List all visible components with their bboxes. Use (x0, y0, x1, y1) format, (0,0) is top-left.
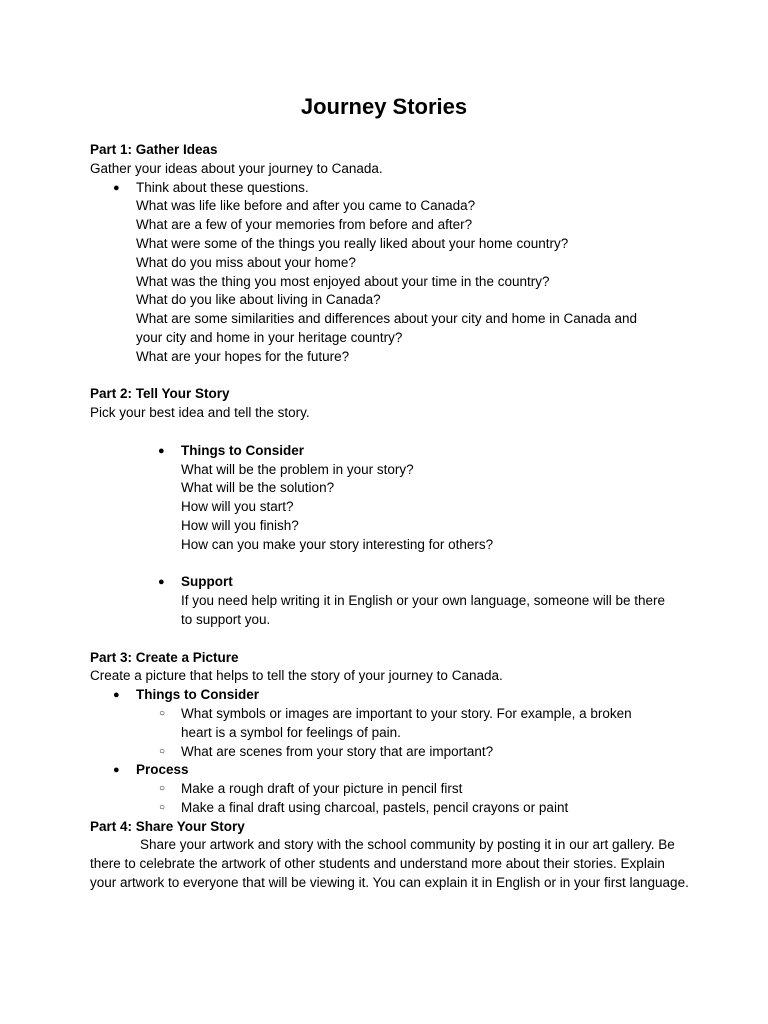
part2-support-label: Support (181, 574, 233, 590)
part1-heading: Part 1: Gather Ideas (90, 142, 218, 157)
bullet-icon: ● (113, 764, 120, 777)
part2-consider-item: How will you finish? (181, 517, 299, 533)
part1-question: What are your hopes for the future? (136, 348, 350, 364)
part2-consider (90, 442, 690, 555)
bullet-icon: ● (113, 689, 120, 702)
part2-support (90, 573, 690, 629)
part3-consider-text: What symbols or images are important to your story. For example, a broken (181, 705, 632, 721)
circle-bullet-icon: ○ (159, 783, 166, 795)
part3-consider-item (90, 705, 690, 743)
part2-consider-item: How can you make your story interesting for others? (181, 536, 494, 552)
part3-heading: Part 3: Create a Picture (90, 649, 239, 665)
part3-process-text: Make a rough draft of your picture in pencil first (181, 781, 463, 797)
part3-process (90, 761, 690, 780)
part2-consider-label: Things to Consider (181, 442, 304, 458)
part2-consider-item: What will be the solution? (181, 480, 335, 496)
part1-bullet-text: Think about these questions. (136, 179, 309, 195)
part1-question: What do you miss about your home? (136, 254, 356, 270)
part1-question: What are some similarities and differences about your city and home in Canada and (136, 311, 638, 327)
part3-process-item (90, 780, 690, 799)
part3-intro: Create a picture that helps to tell the story of your journey to Canada. (90, 668, 503, 684)
part4-heading: Part 4: Share Your Story (90, 818, 245, 834)
circle-bullet-icon: ○ (159, 801, 166, 813)
part1-question: What was the thing you most enjoyed about your time in the country? (136, 273, 550, 289)
document-body (90, 141, 690, 893)
part1-question: What were some of the things you really liked about your home country? (136, 235, 569, 251)
part3-consider-label: Things to Consider (136, 687, 259, 703)
part4-body: Share your artwork and story with the school community by posting it in our art gallery. Be there to celebrate the artwork of other students and understand more about their stories. Explain your artwork to everyone that will be viewing it. You can explain it in English or in your first language. (90, 837, 689, 891)
part3-consider-text: What are scenes from your story that are important? (181, 743, 494, 759)
part1-question: your city and home in your heritage country? (136, 329, 403, 345)
part1-question: What are a few of your memories from before and after? (136, 217, 473, 233)
part1-intro: Gather your ideas about your journey to Canada. (90, 160, 383, 176)
part3-consider-text: heart is a symbol for feelings of pain. (181, 724, 401, 740)
part3-process-item (90, 799, 690, 818)
bullet-icon: ● (158, 576, 165, 589)
part1-bullet (90, 179, 690, 367)
part2-intro: Pick your best idea and tell the story. (90, 405, 310, 421)
part3-process-text: Make a final draft using charcoal, pastels, pencil crayons or paint (181, 799, 569, 815)
circle-bullet-icon: ○ (159, 707, 166, 719)
part2-consider-item: How will you start? (181, 499, 294, 515)
part1-question: What do you like about living in Canada? (136, 292, 381, 308)
part3-process-label: Process (136, 762, 189, 778)
part2-support-text: If you need help writing it in English or your own language, someone will be there (181, 593, 666, 609)
part1-question: What was life like before and after you came to Canada? (136, 198, 476, 214)
bullet-icon: ● (113, 181, 120, 194)
part2-heading: Part 2: Tell Your Story (90, 386, 230, 402)
circle-bullet-icon: ○ (159, 745, 166, 757)
part3-consider-item (90, 743, 690, 762)
part2-support-text: to support you. (181, 611, 271, 627)
page-title: Journey Stories (300, 94, 468, 119)
part2-consider-item: What will be the problem in your story? (181, 461, 414, 477)
part3-consider (90, 686, 690, 705)
bullet-icon: ● (158, 444, 165, 457)
